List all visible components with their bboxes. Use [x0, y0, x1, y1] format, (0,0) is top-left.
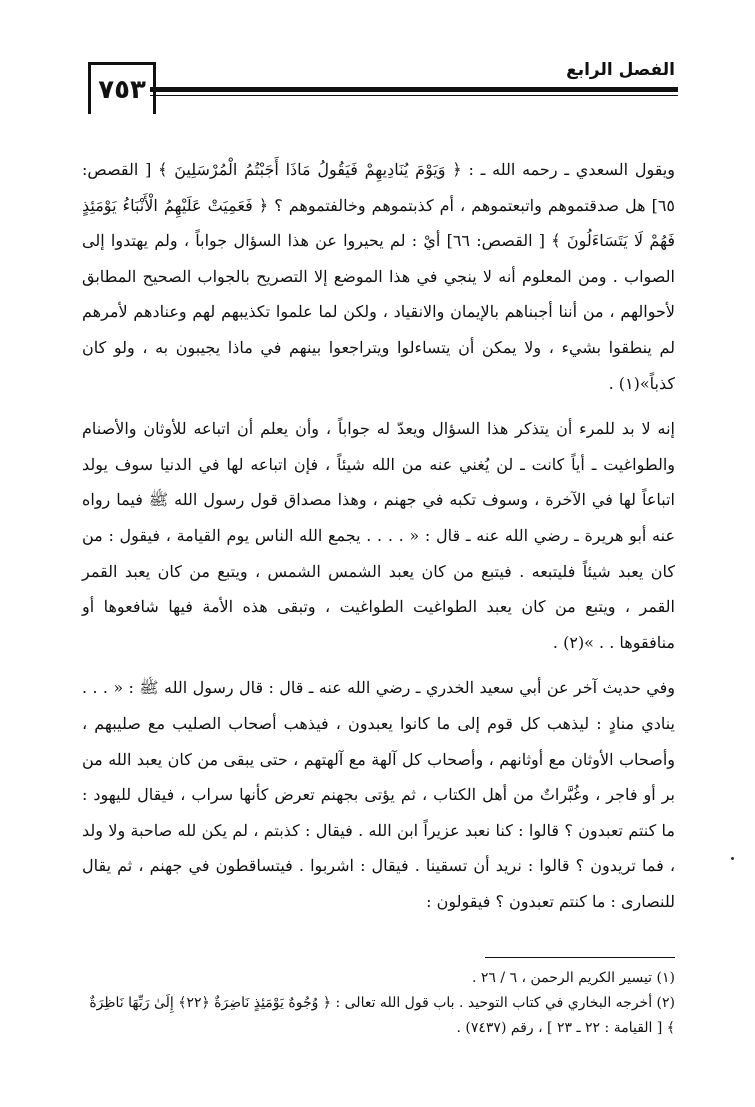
- paragraph-abu-said-hadith: وفي حديث آخر عن أبي سعيد الخدري ـ رضي الله عنه ـ قال : قال رسول الله ﷺ : « . . . ينادي منادٍ : ليذهب كل قوم إلى ما كانوا يعبدون ، فيذهب أصحاب الصليب مع صليبهم ، وأصحاب الأوثان مع أوثانهم ، وأصحاب كل آلهة مع آلهتهم ، حتى يبقى من كان يعبد الله من بر أو فاجر ، وغُبَّراتٌ من أهل الكتاب ، ثم يؤتى بجهنم تعرض كأنها سراب ، فيقال لليهود : ما كنتم تعبدون ؟ قالوا : كنا نعبد عزيراً ابن الله . فيقال : كذبتم ، لم يكن لله صاحبة ولا ولد ، فما تريدون ؟ قالوا : نريد أن تسقينا . فيقال : اشربوا . فيتساقطون في جهنم ، ثم يقال للنصارى : ما كنتم تعبدون ؟ فيقولون :: [82, 678, 675, 911]
- footnote-2: (٢) أخرجه البخاري في كتاب التوحيد . باب قول الله تعالى : ﴿ وُجُوهٌ يَوْمَئِذٍ نَاضِرَةٌ ﴿٢٢﴾ إِلَىٰ رَبِّهَا نَاظِرَةٌ ﴾ [ القيامة : ٢٢ ـ ٢٣ ] ، رقم (٧٤٣٧) .: [89, 995, 675, 1036]
- header-rule-thin: [150, 95, 678, 96]
- footnote-1: (١) تيسير الكريم الرحمن ، ٦ / ٢٦ .: [471, 970, 675, 986]
- main-text: [82, 152, 675, 919]
- paragraph-saadi-commentary: ويقول السعدي ـ رحمه الله ـ : ﴿ وَيَوْمَ يُنَادِيهِمْ فَيَقُولُ مَاذَا أَجَبْتُمُ الْمُرْسَلِينَ ﴾ [ القصص: ٦٥] هل صدقتموهم واتبعتموهم ، أم كذبتموهم وخالفتموهم ؟ ﴿ فَعَمِيَتْ عَلَيْهِمُ الْأَنْبَاءُ يَوْمَئِذٍ فَهُمْ لَا يَتَسَاءَلُونَ ﴾ [ القصص: ٦٦] أيْ : لم يحيروا عن هذا السؤال جواباً ، ولم يهتدوا إلى الصواب . ومن المعلوم أنه لا ينجي في هذا الموضع إلا التصريح بالجواب الصحيح المطابق لأحوالهم ، من أننا أجبناهم بالإيمان والانقياد ، ولكن لما علموا تكذيبهم لهم وعنادهم لأمرهم لم ينطقوا بشيء ، ولا يمكن أن يتساءلوا ويتراجعوا بينهم في ماذا يجيبون به ، ولو كان كذباً»(١) .: [82, 160, 675, 393]
- footnotes: [82, 966, 675, 1041]
- page-number: ٧٥٣: [88, 62, 156, 114]
- footnote-separator: [485, 957, 675, 958]
- scan-speck: [731, 857, 734, 860]
- header-rule: [150, 87, 678, 92]
- paragraph-abu-hurayra-hadith: إنه لا بد للمرء أن يتذكر هذا السؤال ويعدّ له جواباً ، وأن يعلم أن اتباعه للأوثان والأصنام والطواغيت ـ أياً كانت ـ لن يُغني عنه من الله شيئاً ، فإن اتباعه لها في الدنيا سوف يولد اتباعاً لها في الآخرة ، وسوف تكبه في جهنم ، وهذا مصداق قول رسول الله ﷺ فيما رواه عنه أبو هريرة ـ رضي الله عنه ـ قال : « . . . . يجمع الله الناس يوم القيامة ، فيقول : من كان يعبد شيئاً فليتبعه . فيتبع من كان يعبد الشمس الشمس ، ويتبع من كان يعبد القمر القمر ، ويتبع من كان يعبد الطواغيت الطواغيت ، وتبقى هذه الأمة فيها شافعوها أو منافقوها . . »(٢) .: [82, 419, 675, 652]
- chapter-title: الفصل الرابع: [566, 60, 675, 80]
